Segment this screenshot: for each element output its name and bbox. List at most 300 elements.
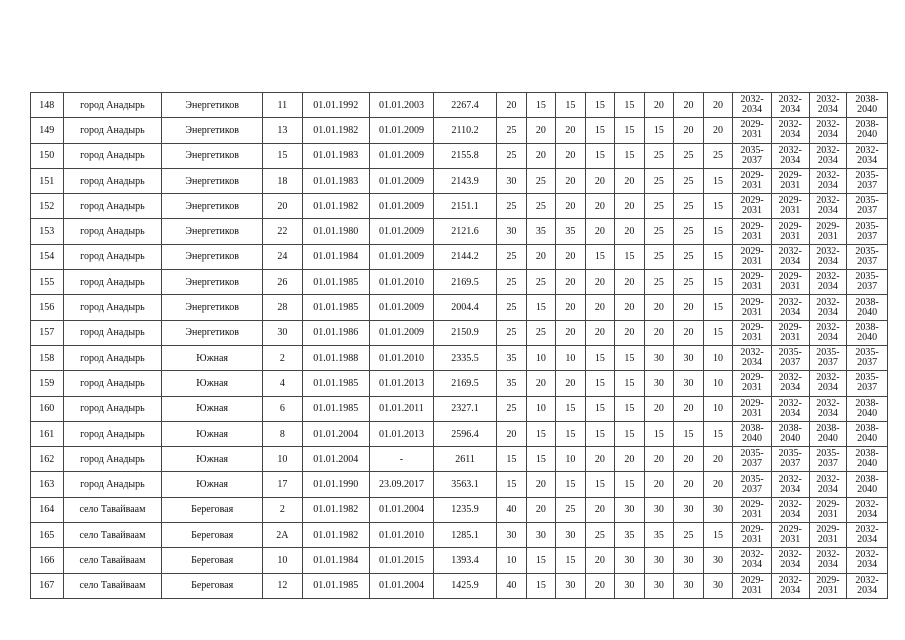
cell-settlement: город Анадырь: [63, 219, 162, 244]
cell-wear-6: 30: [644, 345, 674, 370]
cell-wear-6: 25: [644, 244, 674, 269]
cell-wear-6: 20: [644, 295, 674, 320]
cell-wear-8: 20: [703, 447, 733, 472]
cell-construction-date: 01.01.1983: [302, 143, 369, 168]
cell-wear-7: 25: [674, 143, 704, 168]
cell-period-1: 2035-2037: [733, 472, 772, 497]
cell-period-4: 2038-2040: [847, 421, 888, 446]
cell-overhaul-date: 01.01.2003: [369, 93, 433, 118]
cell-period-2: 2032-2034: [771, 472, 809, 497]
cell-construction-date: 01.01.1982: [302, 118, 369, 143]
cell-wear-1: 30: [497, 523, 527, 548]
cell-wear-6: 25: [644, 143, 674, 168]
cell-wear-7: 30: [674, 548, 704, 573]
cell-period-1: 2029-2031: [733, 118, 772, 143]
cell-wear-6: 15: [644, 421, 674, 446]
cell-settlement: город Анадырь: [63, 472, 162, 497]
cell-wear-4: 15: [585, 472, 615, 497]
cell-wear-8: 15: [703, 219, 733, 244]
cell-wear-8: 25: [703, 143, 733, 168]
cell-settlement: город Анадырь: [63, 345, 162, 370]
cell-period-2: 2035-2037: [771, 345, 809, 370]
cell-row-number: 162: [31, 447, 64, 472]
cell-row-number: 160: [31, 396, 64, 421]
cell-wear-5: 15: [615, 143, 645, 168]
cell-wear-1: 35: [497, 371, 527, 396]
cell-wear-6: 15: [644, 118, 674, 143]
cell-period-3: 2029-2031: [809, 219, 847, 244]
table-row: [31, 168, 888, 193]
cell-settlement: город Анадырь: [63, 244, 162, 269]
cell-wear-6: 30: [644, 371, 674, 396]
cell-wear-1: 25: [497, 295, 527, 320]
cell-wear-8: 10: [703, 371, 733, 396]
cell-period-3: 2032-2034: [809, 143, 847, 168]
cell-wear-1: 30: [497, 219, 527, 244]
cell-construction-date: 01.01.1986: [302, 320, 369, 345]
cell-area: 1393.4: [434, 548, 497, 573]
cell-row-number: 163: [31, 472, 64, 497]
cell-house-number: 17: [263, 472, 303, 497]
cell-wear-1: 30: [497, 168, 527, 193]
cell-wear-1: 10: [497, 548, 527, 573]
cell-overhaul-date: 01.01.2009: [369, 244, 433, 269]
cell-overhaul-date: 01.01.2010: [369, 523, 433, 548]
cell-street: Южная: [162, 472, 263, 497]
cell-wear-1: 25: [497, 396, 527, 421]
cell-settlement: село Тавайваам: [63, 573, 162, 598]
table-body: [31, 93, 888, 599]
cell-period-4: 2032-2034: [847, 143, 888, 168]
cell-wear-3: 20: [556, 270, 586, 295]
cell-construction-date: 01.01.1984: [302, 548, 369, 573]
cell-row-number: 159: [31, 371, 64, 396]
cell-period-4: 2032-2034: [847, 573, 888, 598]
cell-wear-7: 15: [674, 421, 704, 446]
cell-period-3: 2032-2034: [809, 548, 847, 573]
cell-period-2: 2032-2034: [771, 548, 809, 573]
cell-row-number: 149: [31, 118, 64, 143]
cell-row-number: 156: [31, 295, 64, 320]
cell-wear-2: 20: [526, 143, 556, 168]
cell-overhaul-date: 01.01.2009: [369, 219, 433, 244]
cell-period-3: 2029-2031: [809, 523, 847, 548]
cell-wear-3: 20: [556, 194, 586, 219]
cell-wear-8: 30: [703, 548, 733, 573]
cell-wear-7: 20: [674, 472, 704, 497]
cell-period-2: 2032-2034: [771, 371, 809, 396]
cell-period-3: 2035-2037: [809, 447, 847, 472]
cell-settlement: город Анадырь: [63, 270, 162, 295]
cell-period-2: 2032-2034: [771, 143, 809, 168]
cell-wear-6: 20: [644, 396, 674, 421]
cell-period-1: 2032-2034: [733, 93, 772, 118]
cell-period-1: 2032-2034: [733, 548, 772, 573]
cell-period-2: 2032-2034: [771, 497, 809, 522]
cell-wear-4: 20: [585, 447, 615, 472]
cell-area: 2335.5: [434, 345, 497, 370]
cell-wear-4: 15: [585, 93, 615, 118]
cell-period-4: 2038-2040: [847, 320, 888, 345]
cell-wear-8: 10: [703, 345, 733, 370]
cell-row-number: 148: [31, 93, 64, 118]
cell-house-number: 6: [263, 396, 303, 421]
cell-area: 2596.4: [434, 421, 497, 446]
table-row: [31, 118, 888, 143]
cell-street: Энергетиков: [162, 244, 263, 269]
cell-wear-2: 30: [526, 523, 556, 548]
cell-wear-2: 35: [526, 219, 556, 244]
cell-period-2: 2032-2034: [771, 396, 809, 421]
cell-construction-date: 01.01.1982: [302, 523, 369, 548]
cell-wear-2: 20: [526, 371, 556, 396]
table-row: [31, 270, 888, 295]
cell-row-number: 155: [31, 270, 64, 295]
cell-wear-5: 30: [615, 497, 645, 522]
table-row: [31, 244, 888, 269]
cell-construction-date: 01.01.2004: [302, 421, 369, 446]
cell-house-number: 13: [263, 118, 303, 143]
cell-period-3: 2032-2034: [809, 118, 847, 143]
cell-wear-5: 15: [615, 472, 645, 497]
cell-settlement: город Анадырь: [63, 447, 162, 472]
cell-area: 2267.4: [434, 93, 497, 118]
cell-area: 1285.1: [434, 523, 497, 548]
cell-period-4: 2032-2034: [847, 548, 888, 573]
cell-period-4: 2035-2037: [847, 194, 888, 219]
cell-wear-7: 20: [674, 447, 704, 472]
cell-street: Энергетиков: [162, 295, 263, 320]
cell-area: 2169.5: [434, 371, 497, 396]
cell-settlement: село Тавайваам: [63, 548, 162, 573]
cell-wear-2: 25: [526, 168, 556, 193]
cell-wear-8: 15: [703, 523, 733, 548]
cell-wear-3: 30: [556, 523, 586, 548]
cell-wear-8: 15: [703, 270, 733, 295]
cell-construction-date: 01.01.1985: [302, 396, 369, 421]
cell-settlement: город Анадырь: [63, 194, 162, 219]
cell-row-number: 157: [31, 320, 64, 345]
cell-wear-6: 20: [644, 93, 674, 118]
cell-area: 2151.1: [434, 194, 497, 219]
cell-wear-3: 15: [556, 93, 586, 118]
cell-wear-4: 15: [585, 371, 615, 396]
cell-wear-1: 25: [497, 244, 527, 269]
cell-period-3: 2032-2034: [809, 371, 847, 396]
cell-wear-3: 15: [556, 472, 586, 497]
cell-street: Энергетиков: [162, 270, 263, 295]
cell-wear-7: 25: [674, 523, 704, 548]
cell-settlement: город Анадырь: [63, 295, 162, 320]
cell-area: 2169.5: [434, 270, 497, 295]
cell-area: 1425.9: [434, 573, 497, 598]
cell-wear-2: 10: [526, 345, 556, 370]
cell-construction-date: 01.01.1984: [302, 244, 369, 269]
cell-construction-date: 01.01.1983: [302, 168, 369, 193]
cell-wear-5: 30: [615, 573, 645, 598]
cell-overhaul-date: 01.01.2013: [369, 421, 433, 446]
cell-period-2: 2029-2031: [771, 320, 809, 345]
cell-period-4: 2035-2037: [847, 168, 888, 193]
cell-construction-date: 01.01.1985: [302, 573, 369, 598]
cell-period-1: 2029-2031: [733, 219, 772, 244]
cell-wear-5: 20: [615, 270, 645, 295]
cell-period-1: 2032-2034: [733, 345, 772, 370]
cell-area: 2121.6: [434, 219, 497, 244]
cell-row-number: 153: [31, 219, 64, 244]
cell-wear-5: 20: [615, 194, 645, 219]
cell-street: Южная: [162, 345, 263, 370]
cell-street: Южная: [162, 371, 263, 396]
cell-period-2: 2029-2031: [771, 270, 809, 295]
cell-street: Береговая: [162, 573, 263, 598]
cell-street: Энергетиков: [162, 320, 263, 345]
cell-wear-8: 15: [703, 244, 733, 269]
cell-row-number: 151: [31, 168, 64, 193]
cell-period-2: 2032-2034: [771, 118, 809, 143]
cell-overhaul-date: 01.01.2009: [369, 143, 433, 168]
cell-period-2: 2029-2031: [771, 219, 809, 244]
cell-wear-2: 10: [526, 396, 556, 421]
cell-wear-4: 20: [585, 295, 615, 320]
cell-period-4: 2032-2034: [847, 497, 888, 522]
cell-wear-5: 15: [615, 345, 645, 370]
cell-period-4: 2038-2040: [847, 396, 888, 421]
cell-period-3: 2032-2034: [809, 472, 847, 497]
cell-overhaul-date: 01.01.2009: [369, 168, 433, 193]
table-row: [31, 143, 888, 168]
cell-house-number: 28: [263, 295, 303, 320]
table-row: [31, 497, 888, 522]
cell-row-number: 154: [31, 244, 64, 269]
cell-street: Южная: [162, 421, 263, 446]
cell-wear-4: 15: [585, 143, 615, 168]
cell-wear-5: 15: [615, 396, 645, 421]
cell-settlement: город Анадырь: [63, 93, 162, 118]
cell-wear-5: 15: [615, 421, 645, 446]
cell-wear-4: 20: [585, 168, 615, 193]
table-row: [31, 93, 888, 118]
cell-street: Береговая: [162, 548, 263, 573]
cell-wear-5: 15: [615, 244, 645, 269]
cell-period-2: 2029-2031: [771, 194, 809, 219]
cell-wear-5: 20: [615, 219, 645, 244]
cell-wear-7: 20: [674, 118, 704, 143]
cell-street: Энергетиков: [162, 118, 263, 143]
cell-house-number: 15: [263, 143, 303, 168]
cell-period-1: 2029-2031: [733, 396, 772, 421]
cell-wear-3: 20: [556, 371, 586, 396]
cell-wear-8: 10: [703, 396, 733, 421]
table-row: [31, 219, 888, 244]
cell-row-number: 166: [31, 548, 64, 573]
cell-house-number: 8: [263, 421, 303, 446]
cell-wear-1: 25: [497, 270, 527, 295]
cell-wear-2: 15: [526, 548, 556, 573]
cell-settlement: город Анадырь: [63, 371, 162, 396]
cell-period-3: 2032-2034: [809, 93, 847, 118]
cell-period-1: 2029-2031: [733, 168, 772, 193]
cell-wear-4: 25: [585, 523, 615, 548]
cell-house-number: 18: [263, 168, 303, 193]
cell-street: Энергетиков: [162, 143, 263, 168]
cell-row-number: 164: [31, 497, 64, 522]
cell-wear-7: 25: [674, 168, 704, 193]
cell-settlement: город Анадырь: [63, 396, 162, 421]
cell-wear-7: 20: [674, 93, 704, 118]
table-row: [31, 523, 888, 548]
cell-wear-6: 30: [644, 548, 674, 573]
cell-construction-date: 01.01.1985: [302, 371, 369, 396]
table-row: [31, 371, 888, 396]
table-row: [31, 194, 888, 219]
cell-area: 2143.9: [434, 168, 497, 193]
cell-wear-7: 25: [674, 194, 704, 219]
cell-wear-3: 35: [556, 219, 586, 244]
cell-area: 2004.4: [434, 295, 497, 320]
table-row: [31, 421, 888, 446]
cell-street: Южная: [162, 447, 263, 472]
cell-period-3: 2032-2034: [809, 396, 847, 421]
cell-wear-5: 20: [615, 447, 645, 472]
cell-period-2: 2038-2040: [771, 421, 809, 446]
cell-period-4: 2035-2037: [847, 345, 888, 370]
cell-period-3: 2029-2031: [809, 573, 847, 598]
cell-overhaul-date: 01.01.2009: [369, 295, 433, 320]
cell-wear-8: 30: [703, 497, 733, 522]
cell-area: 2611: [434, 447, 497, 472]
cell-wear-8: 15: [703, 421, 733, 446]
cell-area: 2327.1: [434, 396, 497, 421]
cell-wear-1: 15: [497, 447, 527, 472]
cell-period-2: 2029-2031: [771, 168, 809, 193]
cell-house-number: 24: [263, 244, 303, 269]
cell-street: Береговая: [162, 523, 263, 548]
cell-area: 2110.2: [434, 118, 497, 143]
cell-house-number: 4: [263, 371, 303, 396]
cell-wear-1: 15: [497, 472, 527, 497]
cell-period-3: 2032-2034: [809, 244, 847, 269]
cell-wear-1: 40: [497, 573, 527, 598]
table-row: [31, 472, 888, 497]
cell-wear-6: 30: [644, 497, 674, 522]
cell-wear-3: 10: [556, 345, 586, 370]
cell-wear-2: 20: [526, 118, 556, 143]
cell-period-4: 2038-2040: [847, 447, 888, 472]
table-row: [31, 548, 888, 573]
cell-settlement: город Анадырь: [63, 168, 162, 193]
cell-overhaul-date: 01.01.2004: [369, 497, 433, 522]
cell-house-number: 10: [263, 447, 303, 472]
table-row: [31, 320, 888, 345]
cell-wear-5: 20: [615, 295, 645, 320]
cell-wear-3: 20: [556, 295, 586, 320]
cell-wear-8: 30: [703, 573, 733, 598]
cell-house-number: 26: [263, 270, 303, 295]
cell-wear-4: 15: [585, 244, 615, 269]
cell-overhaul-date: 01.01.2011: [369, 396, 433, 421]
cell-construction-date: 01.01.1985: [302, 270, 369, 295]
cell-period-3: 2035-2037: [809, 345, 847, 370]
cell-wear-1: 40: [497, 497, 527, 522]
cell-wear-5: 20: [615, 168, 645, 193]
cell-period-4: 2038-2040: [847, 93, 888, 118]
cell-wear-6: 25: [644, 219, 674, 244]
cell-house-number: 11: [263, 93, 303, 118]
cell-house-number: 30: [263, 320, 303, 345]
cell-wear-4: 20: [585, 219, 615, 244]
cell-construction-date: 01.01.1982: [302, 194, 369, 219]
cell-wear-2: 20: [526, 472, 556, 497]
cell-row-number: 167: [31, 573, 64, 598]
cell-street: Южная: [162, 396, 263, 421]
cell-wear-4: 20: [585, 320, 615, 345]
cell-overhaul-date: 01.01.2010: [369, 270, 433, 295]
cell-wear-5: 30: [615, 548, 645, 573]
cell-wear-2: 15: [526, 447, 556, 472]
cell-period-3: 2032-2034: [809, 168, 847, 193]
table-row: [31, 573, 888, 598]
cell-wear-6: 35: [644, 523, 674, 548]
cell-settlement: город Анадырь: [63, 421, 162, 446]
cell-wear-6: 20: [644, 447, 674, 472]
cell-wear-8: 20: [703, 93, 733, 118]
cell-wear-2: 15: [526, 295, 556, 320]
cell-overhaul-date: 01.01.2009: [369, 118, 433, 143]
cell-period-1: 2035-2037: [733, 447, 772, 472]
cell-street: Береговая: [162, 497, 263, 522]
cell-wear-3: 15: [556, 548, 586, 573]
cell-wear-8: 15: [703, 295, 733, 320]
cell-wear-1: 20: [497, 421, 527, 446]
cell-wear-4: 20: [585, 270, 615, 295]
cell-wear-3: 25: [556, 497, 586, 522]
cell-period-1: 2029-2031: [733, 573, 772, 598]
cell-house-number: 22: [263, 219, 303, 244]
cell-period-3: 2032-2034: [809, 194, 847, 219]
cell-street: Энергетиков: [162, 93, 263, 118]
cell-row-number: 161: [31, 421, 64, 446]
cell-street: Энергетиков: [162, 168, 263, 193]
cell-wear-3: 20: [556, 118, 586, 143]
cell-wear-5: 15: [615, 93, 645, 118]
cell-period-3: 2038-2040: [809, 421, 847, 446]
cell-wear-6: 30: [644, 573, 674, 598]
cell-wear-7: 30: [674, 573, 704, 598]
cell-period-1: 2029-2031: [733, 320, 772, 345]
cell-wear-4: 20: [585, 497, 615, 522]
cell-wear-1: 25: [497, 194, 527, 219]
cell-wear-3: 10: [556, 447, 586, 472]
cell-wear-7: 20: [674, 295, 704, 320]
cell-wear-2: 25: [526, 270, 556, 295]
cell-wear-3: 20: [556, 244, 586, 269]
cell-period-1: 2029-2031: [733, 194, 772, 219]
cell-settlement: село Тавайваам: [63, 497, 162, 522]
cell-period-3: 2032-2034: [809, 295, 847, 320]
cell-row-number: 165: [31, 523, 64, 548]
cell-period-4: 2035-2037: [847, 219, 888, 244]
cell-wear-5: 20: [615, 320, 645, 345]
cell-period-2: 2032-2034: [771, 573, 809, 598]
cell-row-number: 152: [31, 194, 64, 219]
cell-wear-4: 15: [585, 396, 615, 421]
cell-wear-6: 20: [644, 320, 674, 345]
cell-wear-8: 15: [703, 320, 733, 345]
cell-wear-2: 15: [526, 93, 556, 118]
cell-wear-2: 15: [526, 421, 556, 446]
cell-period-3: 2032-2034: [809, 320, 847, 345]
